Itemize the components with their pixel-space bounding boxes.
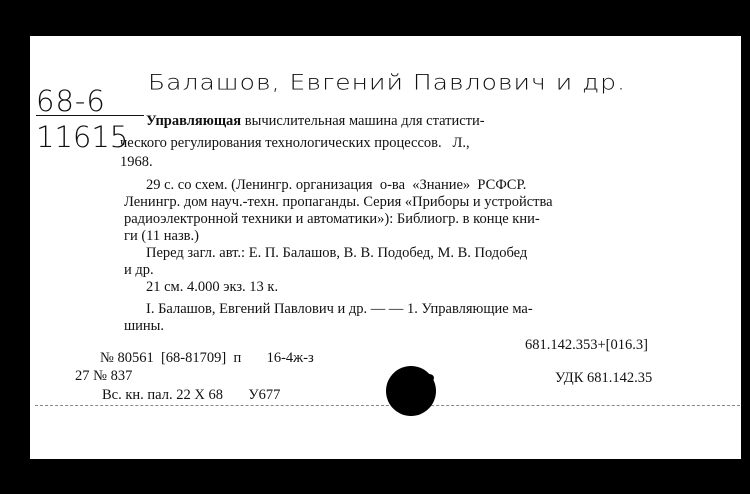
scan-border-bottom [0,459,750,494]
title-line-3: 1968. [120,154,153,170]
authors-line-1: Перед загл. авт.: Е. П. Балашов, В. В. Подобед, М. В. Подобед [146,245,528,261]
description-line-1: 29 с. со схем. (Ленингр. организация о-ва «Знание» РСФСР. [146,177,527,193]
scan-border-top [0,0,750,36]
title-first-word: Управляющая [146,113,242,129]
description-line-3: радиоэлектронной техники и автоматики»): Библиогр. в конце кни- [124,211,540,227]
udk-code: УДК 681.142.35 [555,370,653,386]
description-line-4: ги (11 назв.) [124,228,199,244]
classification-code: 681.142.353+[016.3] [525,337,648,353]
shelf-code-underline [36,115,144,116]
title-line-1 [146,113,485,129]
chamber-footer: Вс. кн. пал. 22 X 68 У677 [102,387,281,403]
registration-line-2: 27 № 837 [75,368,133,384]
title-line-2: ческого регулирования технологических процессов. Л., [120,135,470,151]
subject-line-2: шины. [124,318,165,334]
description-line-2: Ленингр. дом науч.-техн. пропаганды. Серия «Приборы и устройства [124,194,553,210]
subject-line-1: I. Балашов, Евгений Павлович и др. — — 1. Управляющие ма- [146,301,533,317]
scan-border-left [0,0,30,494]
handwritten-author: Балашов, Евгений Павлович и др. [148,70,626,95]
handwritten-shelf-code: 68-6 [36,84,106,118]
card-fold-line [35,405,740,406]
authors-line-2: и др. [124,262,154,278]
print-details: 21 см. 4.000 экз. 13 к. [146,279,279,295]
ink-stamp-blot-small [424,374,434,382]
registration-line: № 80561 [68-81709] п 16-4ж-з [100,350,314,366]
title-rest: вычислительная машина для статисти- [241,113,485,129]
handwritten-inventory-number: 11615 [36,120,129,154]
scan-border-right [741,30,750,460]
